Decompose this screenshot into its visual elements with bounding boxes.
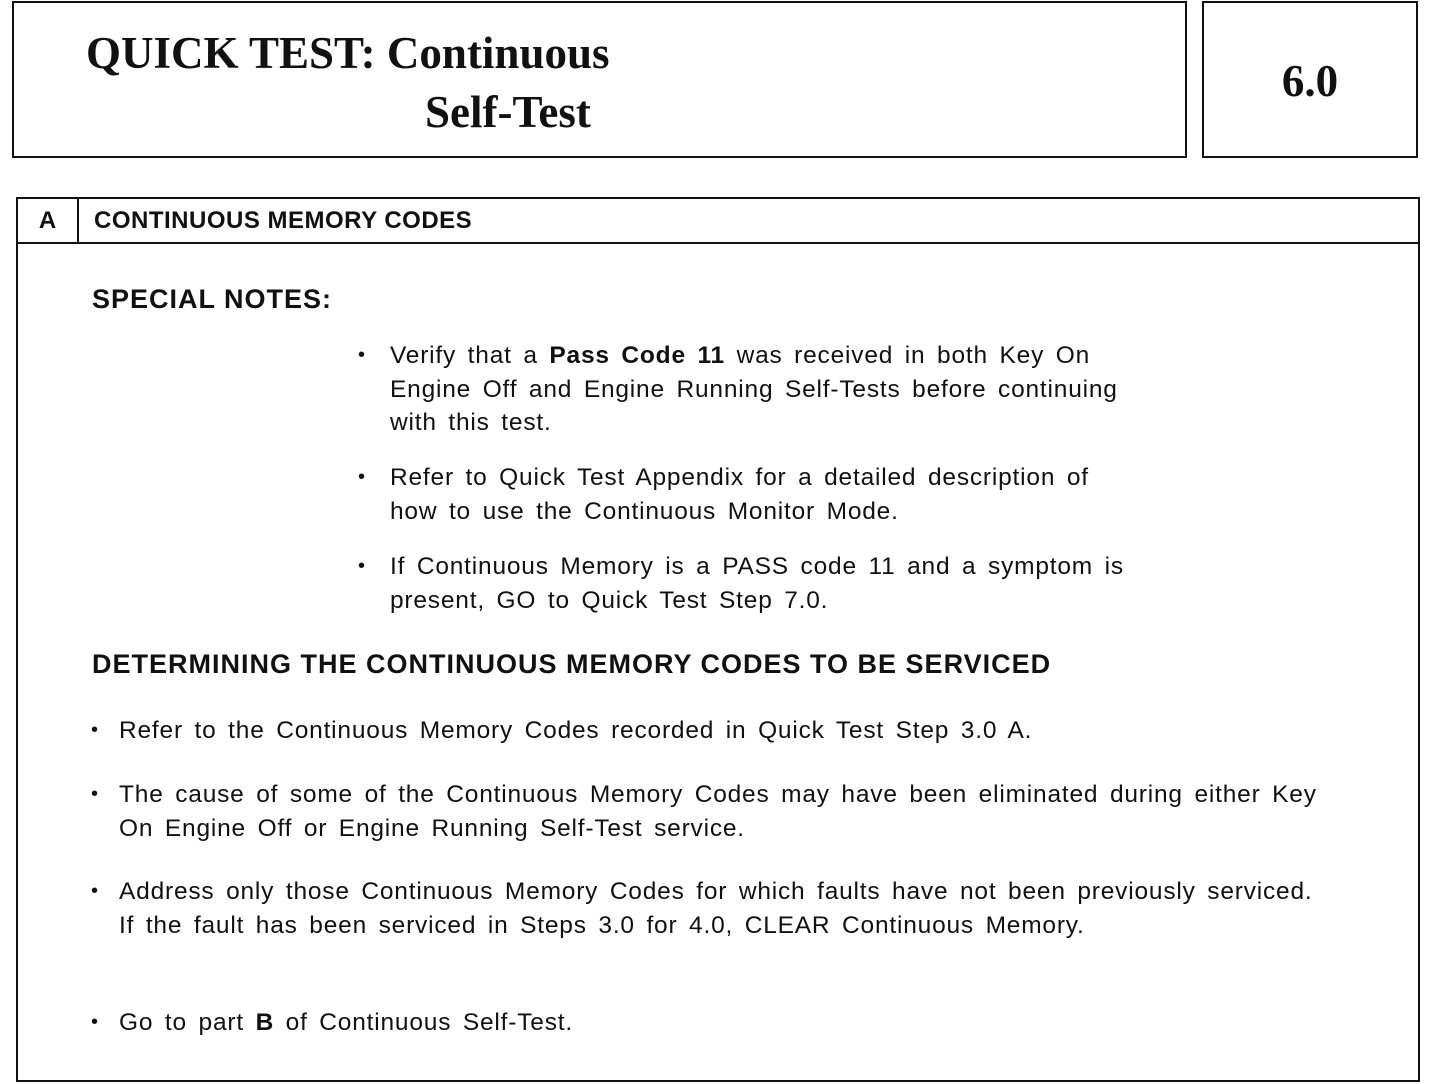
- bullet-icon: •: [91, 880, 99, 902]
- bullet-icon: •: [358, 466, 366, 488]
- section-number-box: [1202, 1, 1418, 158]
- bullet-icon: •: [91, 783, 99, 805]
- pass-code-emphasis: Pass Code 11: [549, 342, 725, 369]
- page-title-line-1: QUICK TEST: Continuous: [86, 28, 610, 78]
- determining-item-1: Refer to the Continuous Memory Codes recorded in Quick Test Step 3.0 A.: [119, 717, 1033, 744]
- special-notes-heading: SPECIAL NOTES:: [92, 284, 333, 314]
- determining-item-4: Go to part B of Continuous Self-Test.: [119, 1009, 573, 1036]
- step-panel: [16, 197, 1420, 1082]
- bullet-icon: •: [91, 1011, 99, 1033]
- determining-item-2: The cause of some of the Continuous Memory Codes may have been eliminated during either Key On Engine Off or Engine Running Self-Test service.: [119, 781, 1317, 842]
- part-b-emphasis: B: [255, 1009, 275, 1036]
- bullet-icon: •: [91, 719, 99, 741]
- page-title-line-2: Self-Test: [425, 87, 591, 137]
- determining-heading: DETERMINING THE CONTINUOUS MEMORY CODES TO BE SERVICED: [92, 649, 1052, 679]
- step-letter: A: [18, 199, 79, 242]
- step-title: CONTINUOUS MEMORY CODES: [94, 207, 473, 234]
- special-note-3: If Continuous Memory is a PASS code 11 and a symptom is present, GO to Quick Test Step 7.0.: [390, 553, 1124, 614]
- special-note-2: Refer to Quick Test Appendix for a detailed description of how to use the Continuous Monitor Mode.: [390, 464, 1089, 525]
- bullet-icon: •: [358, 344, 366, 366]
- section-number: 6.0: [1281, 56, 1339, 106]
- title-box: [12, 1, 1187, 158]
- special-note-1: Verify that a Pass Code 11 was received in both Key On Engine Off and Engine Running Self-Tests before continuing with this test.: [390, 342, 1118, 436]
- bullet-icon: •: [358, 555, 366, 577]
- determining-item-3: Address only those Continuous Memory Codes for which faults have not been previously serviced. If the fault has been serviced in Steps 3.0 for 4.0, CLEAR Continuous Memory.: [119, 878, 1313, 939]
- step-header: [18, 199, 1418, 244]
